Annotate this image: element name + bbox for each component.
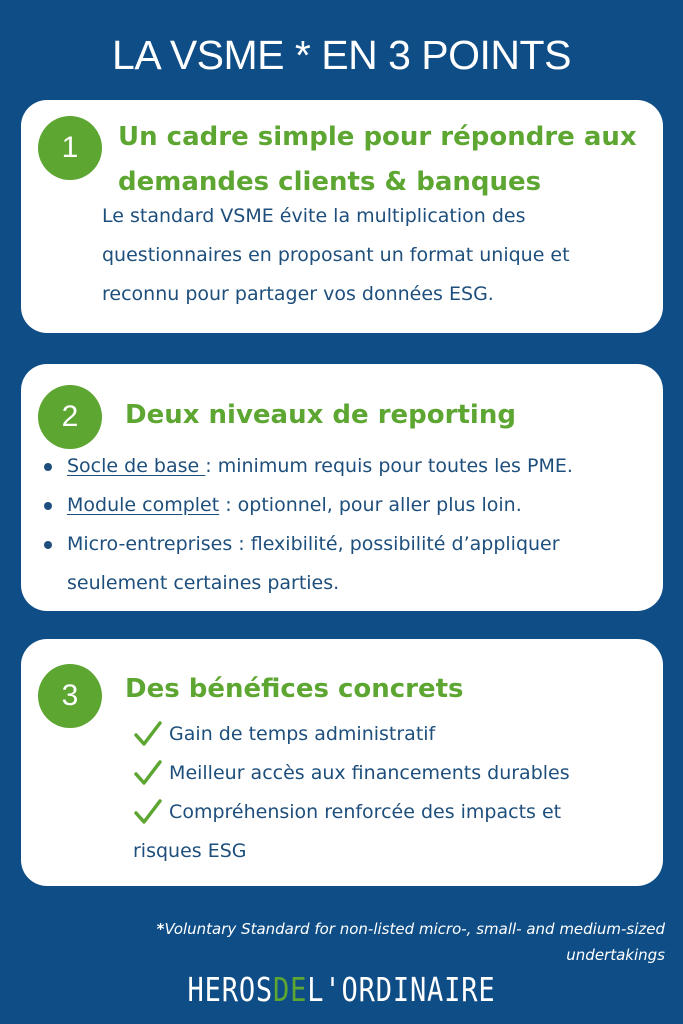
bullet-term: Module complet (67, 494, 220, 516)
step-number-1: 1 (38, 116, 102, 180)
footnote-text: Voluntary Standard for non-listed micro-, small- and medium-sized undertakings (164, 920, 665, 964)
brand-part-3: L'ORDINAIRE (307, 970, 496, 1009)
card-2 (21, 364, 663, 611)
bullet-text: : optionnel, pour aller plus loin. (219, 494, 522, 516)
card-1-heading-line-1: Un cadre simple pour répondre aux (118, 122, 637, 152)
card-1-body: Le standard VSME évite la multiplication des questionnaires en proposant un format unique et reconnu pour partager vos données ESG. (102, 205, 570, 305)
benefit-text: Meilleur accès aux financements durables (169, 762, 570, 784)
benefit-text: Gain de temps administratif (169, 723, 436, 745)
brand-part-2: DE (273, 970, 308, 1009)
benefit-text: Compréhension renforcée des impacts et risques ESG (133, 801, 562, 862)
bullet-text: Micro-entreprises : flexibilité, possibilité d’appliquer seulement certaines parties. (67, 533, 560, 594)
card-1 (21, 100, 663, 333)
bullet-icon (44, 463, 52, 471)
list-item (42, 525, 647, 603)
brand-logo (61, 970, 621, 1009)
step-number-2: 2 (38, 385, 102, 449)
bullet-icon (44, 502, 52, 510)
card-3-benefit-list (133, 715, 653, 871)
bullet-icon (44, 541, 52, 549)
page-title: LA VSME * EN 3 POINTS (112, 32, 571, 78)
bullet-text: : minimum requis pour toutes les PME. (205, 455, 573, 477)
card-2-heading: Deux niveaux de reporting (125, 400, 516, 430)
list-item (42, 486, 647, 525)
card-3-heading: Des bénéfices concrets (125, 674, 464, 704)
brand-part-1: HEROS (187, 970, 274, 1009)
list-item (42, 447, 647, 486)
card-2-bullet-list (42, 447, 647, 603)
check-icon (133, 720, 163, 748)
card-1-heading-line-2: demandes clients & banques (118, 167, 542, 197)
check-icon (133, 759, 163, 787)
list-item (133, 754, 653, 793)
list-item (133, 793, 623, 871)
footnote (65, 916, 665, 968)
card-1-heading (118, 115, 658, 205)
list-item (133, 715, 653, 754)
footnote-star: * (156, 920, 165, 938)
step-number-3: 3 (38, 664, 102, 728)
card-3 (21, 639, 663, 886)
bullet-term: Socle de base (67, 455, 206, 477)
check-icon (133, 798, 163, 826)
